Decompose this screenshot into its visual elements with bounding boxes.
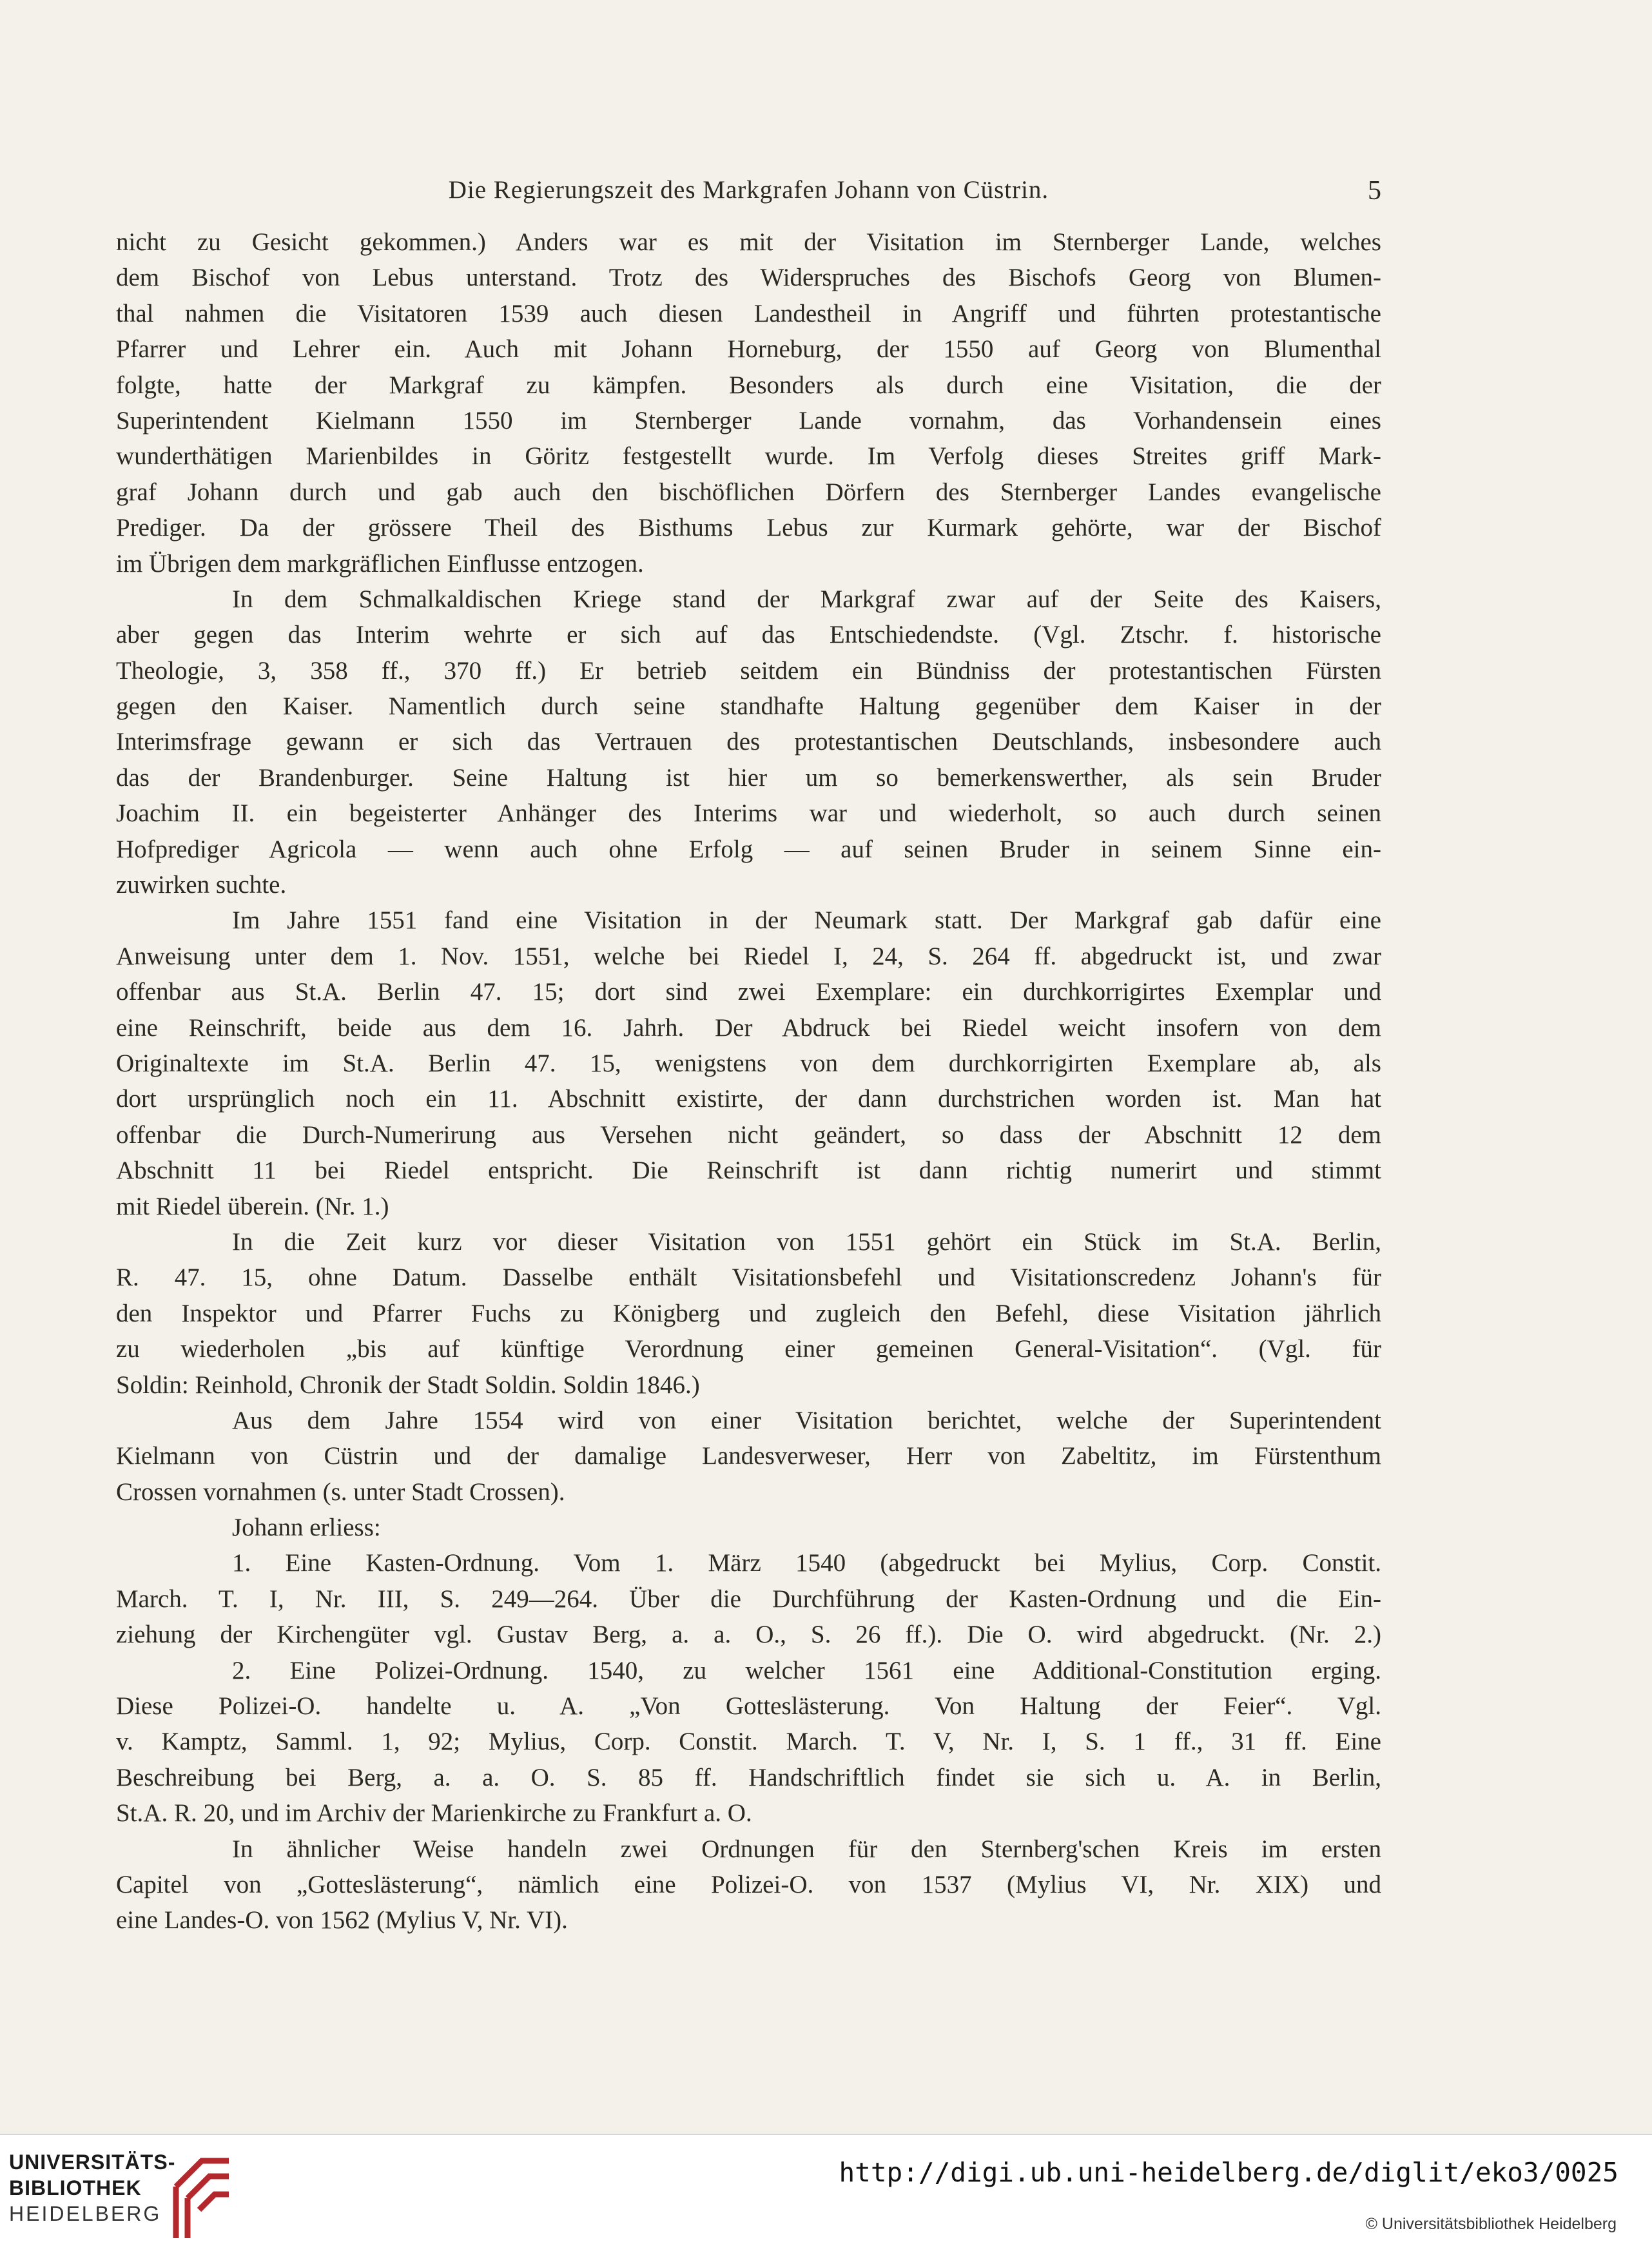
logo-line-2: BIBLIOTHEK	[9, 2176, 142, 2199]
text-line: 2. Eine Polizei-Ordnung. 1540, zu welcher 1561 eine Additional-Constitution erging.	[232, 1656, 1381, 1684]
text-line: In die Zeit kurz vor dieser Visitation von 1551 gehört ein Stück im St.A. Berlin,	[232, 1227, 1381, 1256]
text-line: Prediger. Da der grössere Theil des Bisthums Lebus zur Kurmark gehörte, war der Bischof	[116, 514, 1381, 542]
text-line: In ähnlicher Weise handeln zwei Ordnungen für den Sternberg'schen Kreis im ersten	[232, 1835, 1381, 1863]
text-line: Interimsfrage gewann er sich das Vertrauen des protestantischen Deutschlands, insbesondere auch	[116, 728, 1381, 756]
text-line: Johann erliess:	[232, 1514, 381, 1542]
text-line: mit Riedel überein. (Nr. 1.)	[116, 1192, 389, 1220]
library-logo[interactable]	[9, 2149, 175, 2227]
text-line: nicht zu Gesicht gekommen.) Anders war es mit der Visitation im Sternberger Lande, welches	[116, 228, 1381, 256]
text-line: Anweisung unter dem 1. Nov. 1551, welche bei Riedel I, 24, S. 264 ff. abgedruckt ist, und zwar	[116, 942, 1381, 970]
text-line: eine Landes-O. von 1562 (Mylius V, Nr. VI).	[116, 1906, 568, 1935]
text-line: thal nahmen die Visitatoren 1539 auch diesen Landestheil in Angriff und führten protestantische	[116, 299, 1381, 327]
text-line: In dem Schmalkaldischen Kriege stand der Markgraf zwar auf der Seite des Kaisers,	[232, 585, 1381, 613]
text-line: March. T. I, Nr. III, S. 249—264. Über die Durchführung der Kasten-Ordnung und die Ein-	[116, 1585, 1381, 1613]
text-line: ziehung der Kirchengüter vgl. Gustav Berg, a. a. O., S. 26 ff.). Die O. wird abgedruckt. (Nr. 2.)	[116, 1621, 1381, 1649]
text-line: Abschnitt 11 bei Riedel entspricht. Die Reinschrift ist dann richtig numerirt und stimmt	[116, 1156, 1381, 1185]
logo-line-3: HEIDELBERG	[9, 2202, 162, 2225]
text-line: Capitel von „Gotteslästerung“, nämlich eine Polizei-O. von 1537 (Mylius VI, Nr. XIX) und	[116, 1870, 1381, 1898]
text-line: graf Johann durch und gab auch den bischöflichen Dörfern des Sternberger Landes evangelische	[116, 478, 1381, 506]
text-line: Joachim II. ein begeisterter Anhänger des Interims war und wiederholt, so auch durch seinen	[116, 799, 1381, 828]
text-line: 1. Eine Kasten-Ordnung. Vom 1. März 1540 (abgedruckt bei Mylius, Corp. Constit.	[232, 1549, 1381, 1577]
text-line: Aus dem Jahre 1554 wird von einer Visitation berichtet, welche der Superintendent	[232, 1406, 1381, 1434]
running-title: Die Regierungszeit des Markgrafen Johann von Cüstrin.	[448, 176, 1049, 204]
text-line: zuwirken suchte.	[116, 871, 287, 899]
text-line: wunderthätigen Marienbildes in Göritz festgestellt wurde. Im Verfolg dieses Streites griff Mark-	[116, 442, 1381, 471]
text-line: dort ursprünglich noch ein 11. Abschnitt existirte, der dann durchstrichen worden ist. Man hat	[116, 1085, 1381, 1113]
footer-divider	[0, 2134, 1652, 2135]
text-line: offenbar aus St.A. Berlin 47. 15; dort sind zwei Exemplare: ein durchkorrigirtes Exemplar und	[116, 978, 1381, 1006]
text-line: v. Kamptz, Samml. 1, 92; Mylius, Corp. Constit. March. T. V, Nr. I, S. 1 ff., 31 ff. Eine	[116, 1728, 1381, 1756]
text-line: offenbar die Durch-Numerirung aus Versehen nicht geändert, so dass der Abschnitt 12 dem	[116, 1120, 1381, 1149]
text-line: dem Bischof von Lebus unterstand. Trotz des Widerspruches des Bischofs Georg von Blumen-	[116, 264, 1381, 292]
text-line: Theologie, 3, 358 ff., 370 ff.) Er betrieb seitdem ein Bündniss der protestantischen Fürsten	[116, 656, 1381, 685]
text-line: folgte, hatte der Markgraf zu kämpfen. Besonders als durch eine Visitation, die der	[116, 371, 1381, 399]
copyright-notice: © Universitätsbibliothek Heidelberg	[1365, 2215, 1617, 2233]
text-line: Hofprediger Agricola — wenn auch ohne Erfolg — auf seinen Bruder in seinem Sinne ein-	[116, 835, 1381, 863]
text-line: Originaltexte im St.A. Berlin 47. 15, wenigstens von dem durchkorrigirten Exemplare ab, als	[116, 1049, 1381, 1077]
text-line: Kielmann von Cüstrin und der damalige Landesverweser, Herr von Zabeltitz, im Fürstenthum	[116, 1442, 1381, 1470]
text-line: den Inspektor und Pfarrer Fuchs zu Königberg und zugleich den Befehl, diese Visitation jährlich	[116, 1299, 1381, 1327]
text-line: aber gegen das Interim wehrte er sich auf das Entschiedendste. (Vgl. Ztschr. f. historische	[116, 621, 1381, 649]
text-line: Beschreibung bei Berg, a. a. O. S. 85 ff. Handschriftlich findet sie sich u. A. in Berlin,	[116, 1763, 1381, 1791]
text-line: zu wiederholen „bis auf künftige Verordnung einer gemeinen General-Visitation“. (Vgl. für	[116, 1335, 1381, 1363]
text-line: im Übrigen dem markgräflichen Einflusse entzogen.	[116, 549, 644, 578]
text-line: eine Reinschrift, beide aus dem 16. Jahrh. Der Abdruck bei Riedel weicht insofern von dem	[116, 1013, 1381, 1042]
text-line: das der Brandenburger. Seine Haltung ist hier um so bemerkenswerther, als sein Bruder	[116, 763, 1381, 792]
page-number: 5	[1368, 176, 1381, 206]
text-line: Superintendent Kielmann 1550 im Sternberger Lande vornahm, das Vorhandensein eines	[116, 406, 1381, 434]
text-line: gegen den Kaiser. Namentlich durch seine standhafte Haltung gegenüber dem Kaiser in der	[116, 692, 1381, 721]
text-line: St.A. R. 20, und im Archiv der Marienkirche zu Frankfurt a. O.	[116, 1799, 752, 1828]
viewer-footer	[0, 2134, 1652, 2253]
text-line: Diese Polizei-O. handelte u. A. „Von Gotteslästerung. Von Haltung der Feier“. Vgl.	[116, 1692, 1381, 1721]
running-header	[116, 175, 1381, 214]
ub-heidelberg-logo-icon	[164, 2148, 235, 2245]
text-line: R. 47. 15, ohne Datum. Dasselbe enthält Visitationsbefehl und Visitationscredenz Johann's für	[116, 1263, 1381, 1292]
body-text	[116, 224, 1381, 1938]
text-line: Pfarrer und Lehrer ein. Auch mit Johann Horneburg, der 1550 auf Georg von Blumenthal	[116, 335, 1381, 364]
permalink-url[interactable]: http://digi.ub.uni-heidelberg.de/diglit/eko3/0025	[839, 2157, 1618, 2188]
text-line: Im Jahre 1551 fand eine Visitation in der Neumark statt. Der Markgraf gab dafür eine	[232, 906, 1381, 935]
logo-line-1: UNIVERSITÄTS-	[9, 2151, 176, 2174]
text-line: Crossen vornahmen (s. unter Stadt Crossen).	[116, 1478, 565, 1506]
text-line: Soldin: Reinhold, Chronik der Stadt Soldin. Soldin 1846.)	[116, 1370, 700, 1399]
